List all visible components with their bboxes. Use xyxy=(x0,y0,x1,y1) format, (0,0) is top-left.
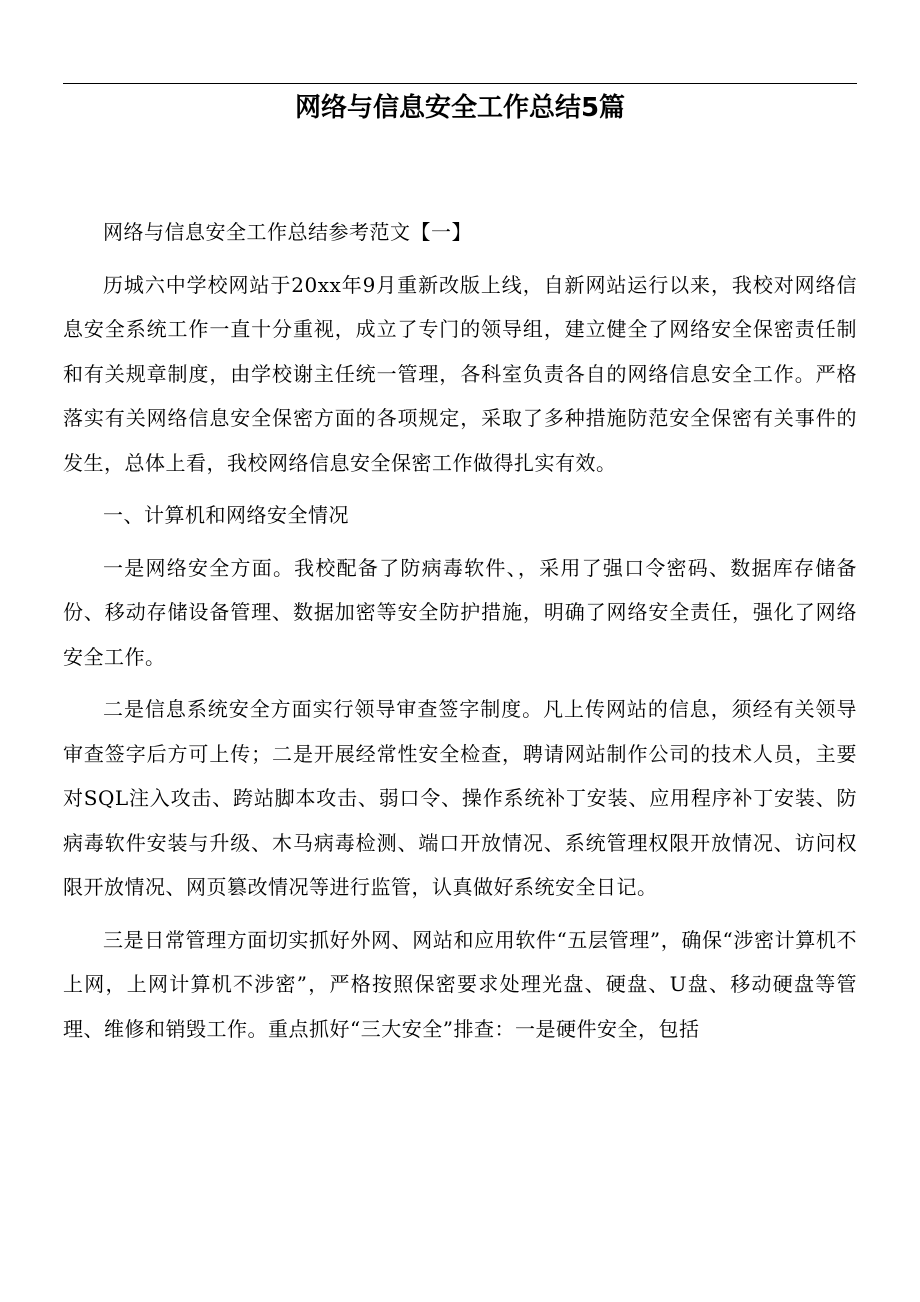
header-rule xyxy=(63,83,857,84)
document-body xyxy=(63,210,857,1059)
body-paragraph: 一是网络安全方面。我校配备了防病毒软件、，采用了强口令密码、数据库存储备份、移动存储设备管理、数据加密等安全防护措施，明确了网络安全责任，强化了网络安全工作。 xyxy=(63,555,857,669)
body-paragraph: 三是日常管理方面切实抓好外网、网站和应用软件“五层管理”，确保“涉密计算机不上网，上网计算机不涉密”，严格按照保密要求处理光盘、硬盘、U盘、移动硬盘等管理、维修和销毁工作。重点抓好“三大安全”排查：一是硬件安全，包括 xyxy=(63,927,857,1041)
subsection-heading: 一、计算机和网络安全情况 xyxy=(103,503,349,527)
section-heading: 网络与信息安全工作总结参考范文【一】 xyxy=(103,220,472,244)
body-paragraph: 二是信息系统安全方面实行领导审查签字制度。凡上传网站的信息，须经有关领导审查签字后方可上传；二是开展经常性安全检查，聘请网站制作公司的技术人员，主要对SQL注入攻击、跨站脚本攻击、弱口令、操作系统补丁安装、应用程序补丁安装、防病毒软件安装与升级、木马病毒检测、端口开放情况、系统管理权限开放情况、访问权限开放情况、网页篡改情况等进行监管，认真做好系统安全日记。 xyxy=(63,697,857,899)
body-paragraph: 历城六中学校网站于20xx年9月重新改版上线，自新网站运行以来，我校对网络信息安全系统工作一直十分重视，成立了专门的领导组，建立健全了网络安全保密责任制和有关规章制度，由学校谢主任统一管理，各科室负责各自的网络信息安全工作。严格落实有关网络信息安全保密方面的各项规定，采取了多种措施防范安全保密有关事件的发生，总体上看，我校网络信息安全保密工作做得扎实有效。 xyxy=(63,272,857,475)
document-title: 网络与信息安全工作总结5篇 xyxy=(294,93,626,123)
